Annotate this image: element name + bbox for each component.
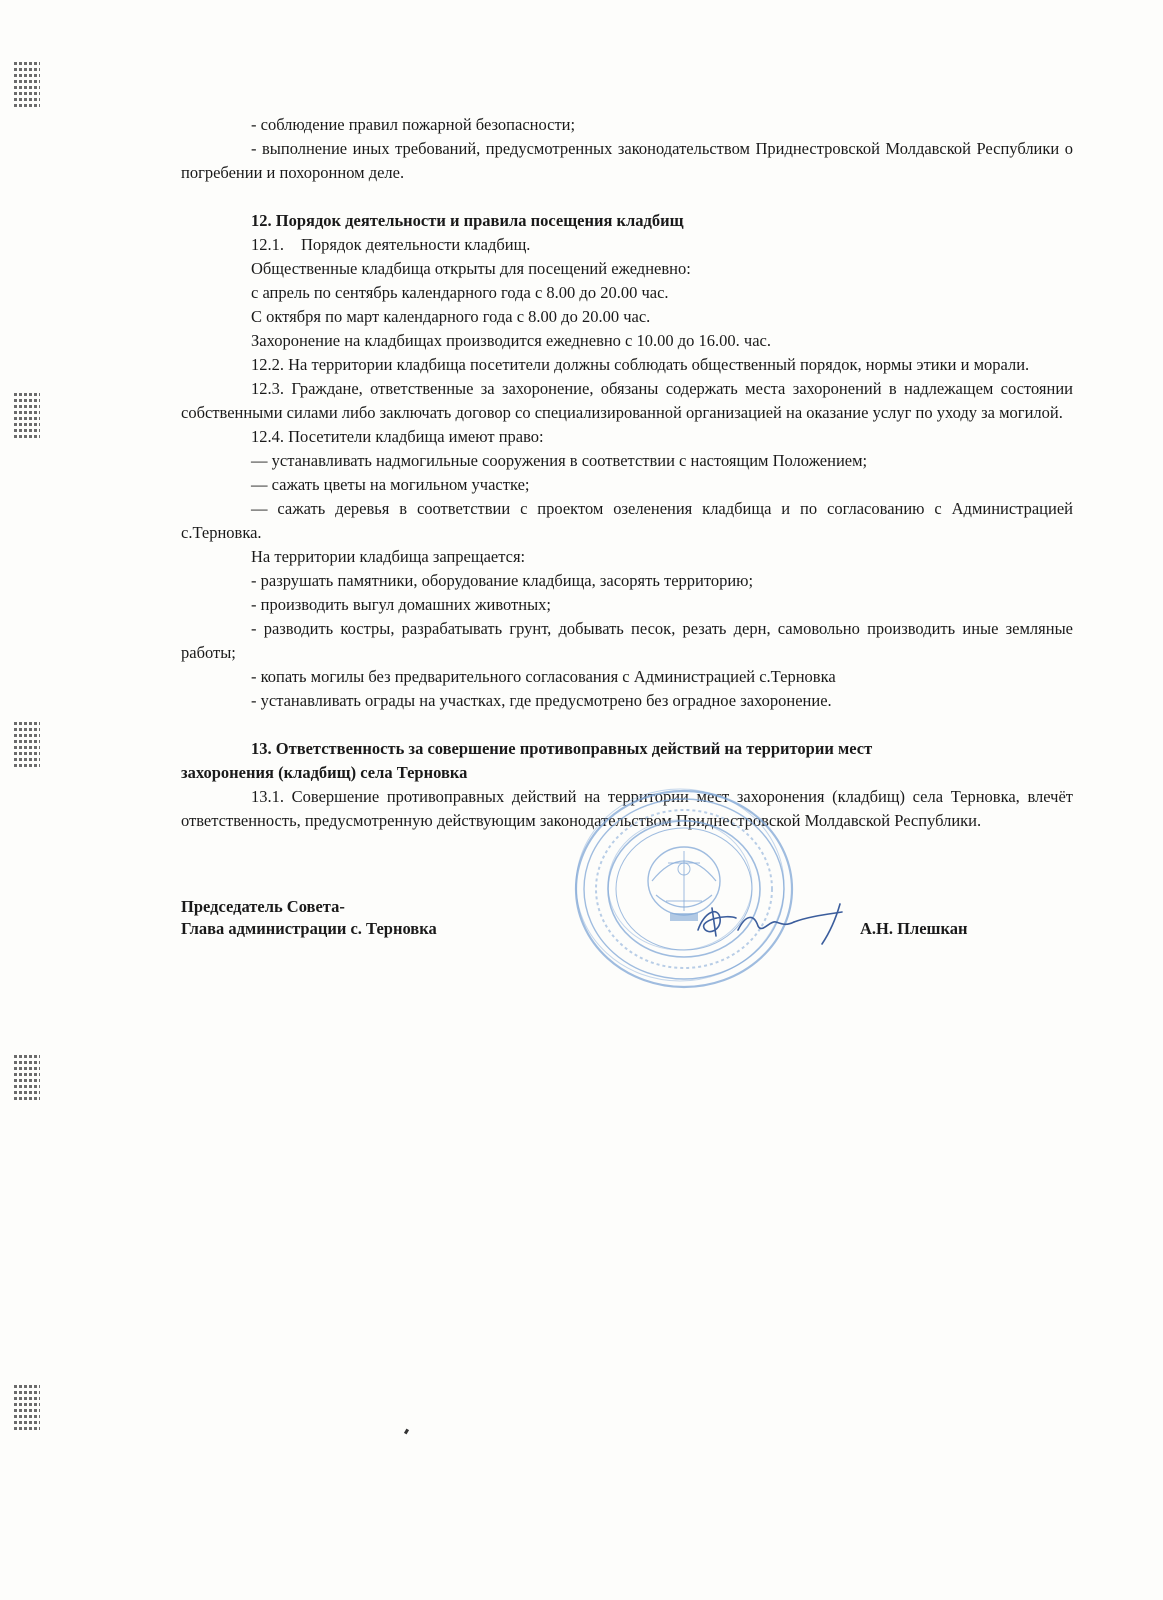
prohibited-item: - производить выгул домашних животных; [251, 595, 551, 614]
binder-mark-4 [14, 1055, 40, 1103]
burial-hours: Захоронение на кладбищах производится ежедневно с 10.00 до 16.00. час. [251, 331, 771, 350]
right-item: — сажать цветы на могильном участке; [251, 475, 530, 494]
hours-intro: Общественные кладбища открыты для посещений ежедневно: [251, 259, 691, 278]
subsection-12-1-number: 12.1. [251, 235, 284, 254]
binder-mark-3 [14, 722, 40, 770]
list-item-other-requirements: - выполнение иных требований, предусмотренных законодательством Приднестровской Молдавской Республики о погребении и похоронном деле. [181, 139, 1073, 182]
hours-summer: с апрель по сентябрь календарного года с 8.00 до 20.00 час. [251, 283, 669, 302]
prohibited-item: - устанавливать ограды на участках, где предусмотрено без оградное захоронение. [251, 691, 832, 710]
signer-title-line1: Председатель Совета- [181, 897, 345, 916]
right-item: — устанавливать надмогильные сооружения в соответствии с настоящим Положением; [251, 451, 868, 470]
paragraph-13-1: 13.1. Совершение противоправных действий на территории мест захоронения (кладбищ) села Терновка, влечёт ответственность, предусмотренную действующим законодательством Приднестровской Молдавской Республики. [181, 787, 1073, 830]
signer-name: А.Н. Плешкан [860, 919, 968, 938]
binder-mark-5 [14, 1385, 40, 1433]
paragraph-12-3: 12.3. Граждане, ответственные за захоронение, обязаны содержать места захоронений в надлежащем состоянии собственными силами либо заключать договор со специализированной организацией на оказание услуг по уходу за могилой. [181, 379, 1073, 422]
prohibited-item: - разводить костры, разрабатывать грунт, добывать песок, резать дерн, самовольно производить иные земляные работы; [181, 619, 1073, 662]
paragraph-12-4: 12.4. Посетители кладбища имеют право: [251, 427, 544, 446]
section-12-heading: 12. Порядок деятельности и правила посещения кладбищ [251, 211, 684, 230]
prohibited-item: - копать могилы без предварительного согласования с Администрацией с.Терновка [251, 667, 836, 686]
subsection-12-1-title: Порядок деятельности кладбищ. [301, 235, 531, 254]
section-13-heading-line2: захоронения (кладбищ) села Терновка [181, 763, 468, 782]
list-item-fire-safety: - соблюдение правил пожарной безопасности; [251, 115, 576, 134]
paragraph-12-2: 12.2. На территории кладбища посетители должны соблюдать общественный порядок, нормы этики и морали. [251, 355, 1030, 374]
hours-winter: С октября по март календарного года с 8.00 до 20.00 час. [251, 307, 651, 326]
signer-title-line2: Глава администрации с. Терновка [181, 919, 437, 938]
signature-block [181, 896, 1073, 940]
scan-speck [404, 1429, 409, 1435]
document-body [181, 113, 1073, 833]
subsection-12-1 [181, 233, 1073, 257]
binder-mark-1 [14, 62, 40, 110]
right-item: — сажать деревья в соответствии с проектом озеленения кладбища и по согласованию с Администрацией с.Терновка. [181, 499, 1073, 542]
prohibited-item: - разрушать памятники, оборудование кладбища, засорять территорию; [251, 571, 754, 590]
binder-mark-2 [14, 393, 40, 441]
prohibited-intro: На территории кладбища запрещается: [251, 547, 526, 566]
section-13-heading-line1: 13. Ответственность за совершение противоправных действий на территории мест [251, 739, 873, 758]
official-stamp [572, 785, 802, 990]
